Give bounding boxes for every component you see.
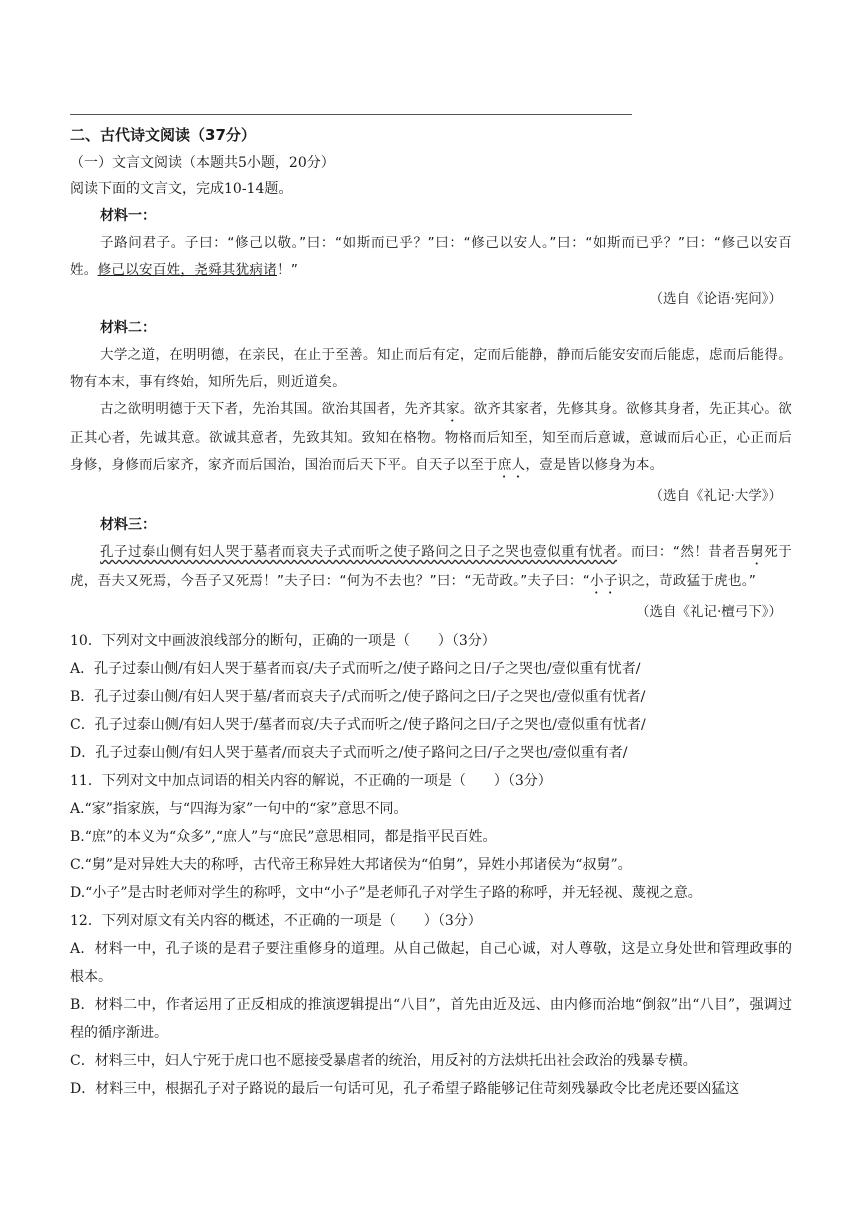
material-1-text (70, 230, 792, 284)
question-11-option-c: C.“舅”是对异姓大夫的称呼，古代帝王称异姓大邦诸侯为“伯舅”，异姓小邦诸侯为“叔舅”。 (70, 857, 632, 873)
question-12-stem: 12．下列对原文有关内容的概述，不正确的一项是（ ）（3分） (70, 913, 482, 929)
material-1-label: 材料一： (100, 208, 156, 224)
question-10-option-a: A．孔子过泰山侧/有妇人哭于墓者而哀/夫子式而听之/使子路问之日/子之哭也/壹似重有忧者/ (70, 661, 641, 677)
question-10-option-b: B．孔子过泰山侧/有妇人哭于墓/者而哀夫子/式而听之/使子路问之曰/子之哭也/壹似重有忧者/ (70, 689, 646, 705)
m2-text-a: 古之欲明明德于天下者，先治其国。欲治其国者，先齐其 (100, 401, 447, 417)
material-3-text (70, 539, 792, 597)
material-2-para-1: 大学之道，在明明德，在亲民，在止于至善。知止而后有定，定而后能静，静而后能安安而后能虑，虑而后能得。物有本末，事有终始，知所先后，则近道矣。 (70, 347, 792, 390)
m2-text-c: ，壹是皆以修身为本。 (525, 457, 664, 473)
dotted-word-jia: 家 (446, 401, 460, 417)
header-rule (70, 114, 632, 115)
question-12-option-d: D．材料三中，根据孔子对子路说的最后一句话可见，孔子希望子路能够记住苛刻残暴政令比老虎还要凶猛这 (70, 1081, 740, 1097)
question-11-stem: 11．下列对文中加点词语的相关内容的解说，不正确的一项是（ ）（3分） (70, 773, 552, 789)
material-2-label: 材料二： (100, 320, 156, 336)
material-1-source: （选自《论语·宪问》） (649, 291, 782, 307)
instruction: 阅读下面的文言文，完成10-14题。 (70, 181, 293, 197)
m1-text-b: ！” (277, 262, 299, 278)
section-title: 二、古代诗文阅读（37分） (70, 126, 256, 144)
question-12-option-a: A．材料一中，孔子谈的是君子要注重修身的道理。从自己做起，自己心诚，对人尊敬，这是立身处世和管理政事的根本。 (70, 941, 792, 985)
m3-text-b: 死于虎，吾夫又死焉，今吾子又死焉！”夫子曰：“何为不去也？”曰：“无苛政。”夫子曰：“ (70, 544, 792, 589)
material-3-source: （选自《礼记·檀弓下》） (635, 604, 782, 620)
question-11-option-d: D.“小子”是古时老师对学生的称呼，文中“小子”是老师孔子对学生子路的称呼，并无轻视、蔑视之意。 (70, 885, 702, 901)
m2-text-b: 。欲齐其家者，先修其身。欲修其身者，先正其心。欲正其心者，先诚其意。欲诚其意者，先致其知。致知在格物。物格而后知至，知至而后意诚，意诚而后心正，心正而后身修，身修而后家齐，家齐而后国治，国治而后天下平。自天子以至于 (70, 401, 792, 473)
material-2-para-2 (70, 396, 792, 481)
question-12-option-b: B．材料二中，作者运用了正反相成的推演逻辑提出“八目”，首先由近及远、由内修而治地“倒叙”出“八目”，强调过程的循序渐进。 (70, 997, 792, 1041)
question-12-option-c: C．材料三中，妇人宁死于虎口也不愿接受暴虐者的统治，用反衬的方法烘托出社会政治的残暴专横。 (70, 1053, 697, 1069)
wavy-underlined-passage: 孔子过泰山侧有妇人哭于墓者而哀夫子式而听之使子路问之日子之哭也壹似重有忧者 (100, 544, 617, 560)
question-11-option-b: B.“庶”的本义为“众多”,“庶人”与“庶民”意思相同，都是指平民百姓。 (70, 829, 497, 845)
dotted-word-jiu: 舅 (750, 544, 765, 560)
question-10-stem: 10．下列对文中画波浪线部分的断句，正确的一项是（ ）（3分） (70, 633, 496, 649)
dotted-word-xiaozi: 小子 (590, 573, 618, 589)
material-3-label: 材料三： (100, 517, 156, 533)
m1-underlined: 修己以安百姓，尧舜其犹病诸 (97, 262, 278, 278)
subsection-title: （一）文言文阅读（本题共5小题，20分） (70, 155, 335, 171)
question-10-option-c: C．孔子过泰山侧/有妇人哭于/墓者而哀/夫子式而听之/使子路问之曰/子之哭也/壹似重有忧者/ (70, 717, 646, 733)
question-11-option-a: A.“家”指家族，与“四海为家”一句中的“家”意思不同。 (70, 801, 408, 817)
material-2-source: （选自《礼记·大学》） (649, 488, 782, 504)
exam-content (70, 120, 792, 1103)
m1-text-a: 子路问君子。子曰：“修己以敬。”曰：“如斯而已乎？”曰：“修己以安人。”曰：“如斯而已乎？”曰：“修己以安百姓。 (70, 235, 792, 278)
m3-text-a: 。而曰：“然！昔者吾 (617, 544, 751, 560)
dotted-word-shuren: 庶人 (497, 457, 526, 473)
m3-text-c: 识之，苛政猛于虎也。” (617, 573, 757, 589)
question-10-option-d: D．孔子过泰山侧/有妇人哭于墓者/而哀夫子式而听之/使子路问之曰/子之哭也/壹似重有者/ (70, 745, 628, 761)
